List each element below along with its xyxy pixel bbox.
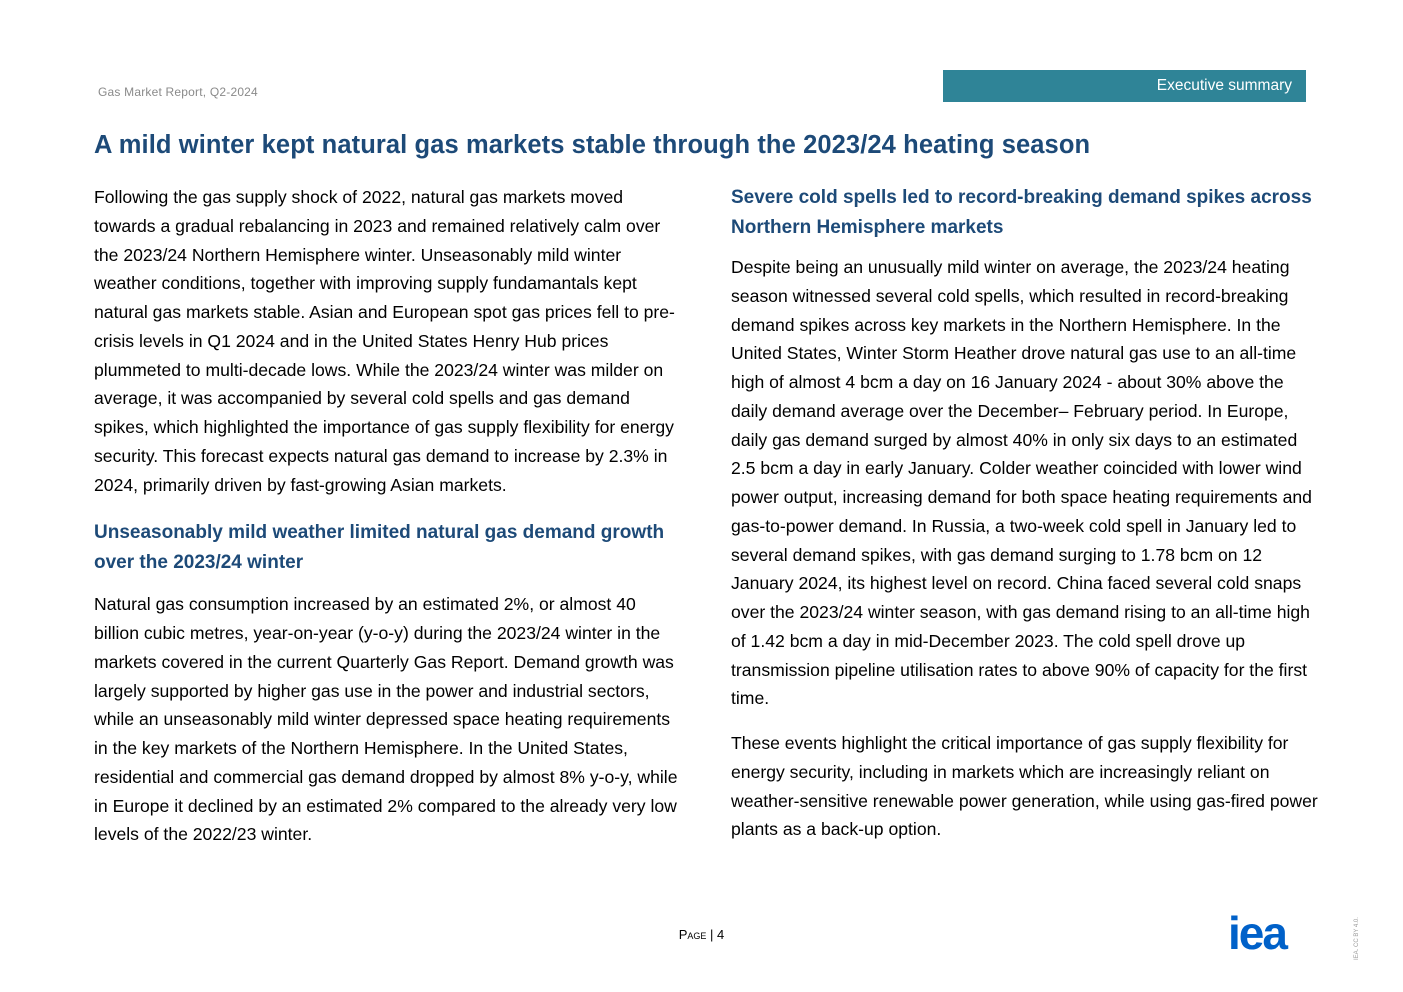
report-name: Gas Market Report, Q2-2024: [98, 85, 258, 99]
left-column: [94, 183, 684, 849]
license-note: IEA. CC BY 4.0.: [1354, 917, 1360, 960]
page-title: A mild winter kept natural gas markets stable through the 2023/24 heating season: [94, 131, 1091, 159]
left-paragraph-2: Natural gas consumption increased by an estimated 2%, or almost 40 billion cubic metres, year-on-year (y-o-y) during the 2023/24 winter in the markets covered in the current Quarterly Gas Report. Demand growth was largely supported by higher gas use in the power and industrial sectors, while an unseasonably mild winter depressed space heating requirements in the key markets of the Northern Hemisphere. In the United States, residential and commercial gas demand dropped by almost 8% y-o-y, while in Europe it declined by an estimated 2% compared to the already very low levels of the 2022/23 winter.: [94, 594, 678, 845]
left-subheading: Unseasonably mild weather limited natural gas demand growth over the 2023/24 winter: [94, 522, 665, 574]
right-subheading: Severe cold spells led to record-breaking demand spikes across Northern Hemisphere markets: [731, 187, 1312, 238]
page-label: Page: [678, 927, 707, 942]
page-footer: [0, 927, 1403, 942]
section-tab: Executive summary: [943, 70, 1306, 102]
left-paragraph-1: Following the gas supply shock of 2022, natural gas markets moved towards a gradual rebalancing in 2023 and remained relatively calm over the 2023/24 Northern Hemisphere winter. Unseasonably mild winter weather conditions, together with improving supply fundamantals kept natural gas markets stable. Asian and European spot gas prices fell to pre-crisis levels in Q1 2024 and in the United States Henry Hub prices plummeted to multi-decade lows. While the 2023/24 winter was milder on average, it was accompanied by several cold spells and gas demand spikes, which highlighted the importance of gas supply flexibility for energy security. This forecast expects natural gas demand to increase by 2.3% in 2024, primarily driven by fast-growing Asian markets.: [94, 187, 675, 495]
page-separator: |: [710, 927, 714, 942]
right-column: [731, 183, 1321, 844]
right-paragraph-2: These events highlight the critical importance of gas supply flexibility for energy security, including in markets which are increasingly reliant on weather-sensitive renewable power generation, while using gas-fired power plants as a back-up option.: [731, 733, 1318, 840]
iea-logo: [1228, 914, 1310, 954]
page-number: 4: [717, 927, 725, 942]
iea-logo-text: iea: [1228, 914, 1286, 954]
right-paragraph-1: Despite being an unusually mild winter on average, the 2023/24 heating season witnessed several cold spells, which resulted in record-breaking demand spikes across key markets in the Northern Hemisphere. In the United States, Winter Storm Heather drove natural gas use to an all-time high of almost 4 bcm a day on 16 January 2024 - about 30% above the daily demand average over the December– February period. In Europe, daily gas demand surged by almost 40% in only six days to an estimated 2.5 bcm a day in early January. Colder weather coincided with lower wind power output, increasing demand for both space heating requirements and gas-to-power demand. In Russia, a two-week cold spell in January led to several demand spikes, with gas demand surging to 1.78 bcm on 12 January 2024, its highest level on record. China faced several cold snaps over the 2023/24 winter season, with gas demand rising to an all-time high of 1.42 bcm a day in mid-December 2023. The cold spell drove up transmission pipeline utilisation rates to above 90% of capacity for the first time.: [731, 257, 1312, 709]
